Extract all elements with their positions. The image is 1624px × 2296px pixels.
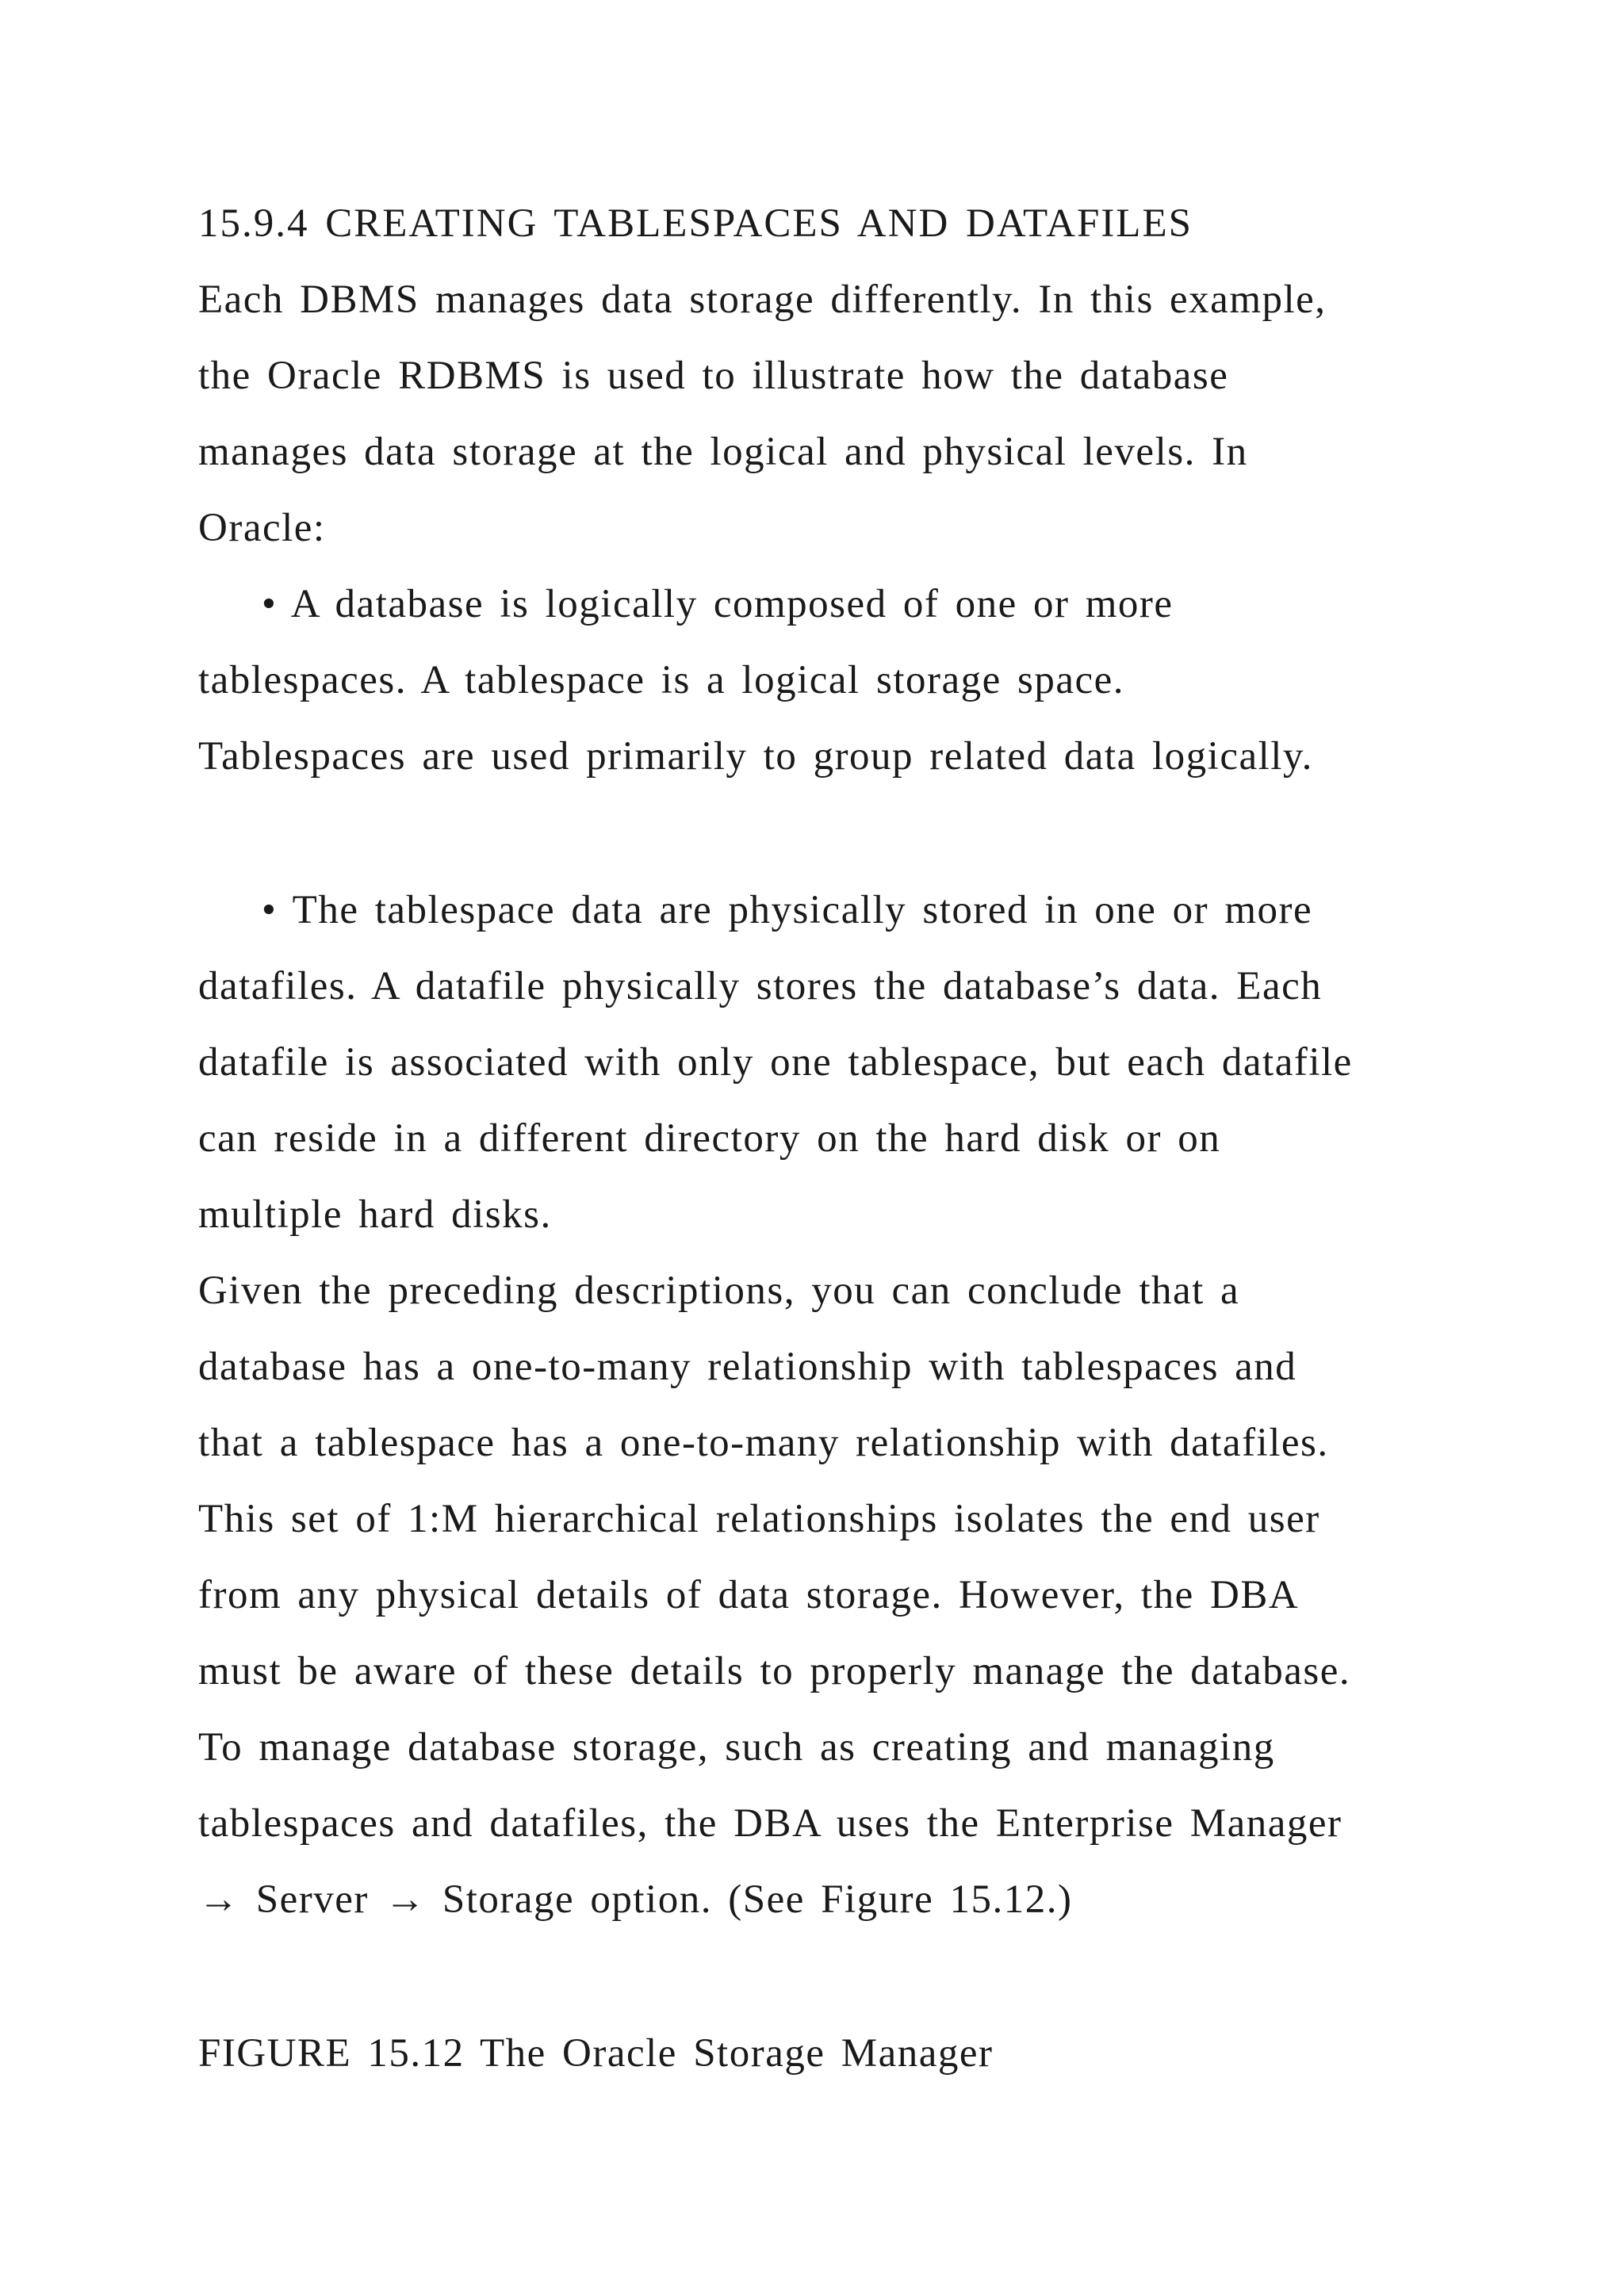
conclusion-line-4: This set of 1:M hierarchical relationships isolates the end user (198, 1497, 1320, 1541)
bullet-1-line-3: Tablespaces are used primarily to group related data logically. (198, 734, 1313, 779)
intro-line-3: manages data storage at the logical and physical levels. In (198, 430, 1248, 474)
conclusion-line-7: To manage database storage, such as creating and managing (198, 1725, 1275, 1770)
bullet-1-line-1: • A database is logically composed of one or more (262, 582, 1174, 626)
intro-line-2: the Oracle RDBMS is used to illustrate how the database (198, 354, 1229, 398)
conclusion-line-2: database has a one-to-many relationship with tablespaces and (198, 1345, 1297, 1389)
conclusion-line-1: Given the preceding descriptions, you can conclude that a (198, 1269, 1240, 1313)
conclusion-line-8: tablespaces and datafiles, the DBA uses the Enterprise Manager (198, 1801, 1342, 1846)
intro-line-1: Each DBMS manages data storage differently. In this example, (198, 277, 1327, 322)
intro-line-4: Oracle: (198, 506, 326, 550)
conclusion-line-9: → Server → Storage option. (See Figure 15.12.) (198, 1877, 1073, 1922)
bullet-2-line-5: multiple hard disks. (198, 1192, 552, 1237)
section-heading: 15.9.4 CREATING TABLESPACES AND DATAFILES (198, 201, 1193, 246)
conclusion-line-3: that a tablespace has a one-to-many relationship with datafiles. (198, 1421, 1329, 1465)
bullet-2-line-3: datafile is associated with only one tablespace, but each datafile (198, 1040, 1353, 1085)
figure-caption: FIGURE 15.12 The Oracle Storage Manager (198, 2031, 994, 2076)
conclusion-line-5: from any physical details of data storage. However, the DBA (198, 1573, 1300, 1617)
bullet-1-line-2: tablespaces. A tablespace is a logical storage space. (198, 658, 1124, 702)
bullet-2-line-1: • The tablespace data are physically stored in one or more (262, 888, 1313, 932)
conclusion-line-6: must be aware of these details to properly manage the database. (198, 1649, 1351, 1693)
bullet-2-line-2: datafiles. A datafile physically stores the database’s data. Each (198, 964, 1323, 1008)
bullet-2-line-4: can reside in a different directory on the hard disk or on (198, 1116, 1221, 1161)
